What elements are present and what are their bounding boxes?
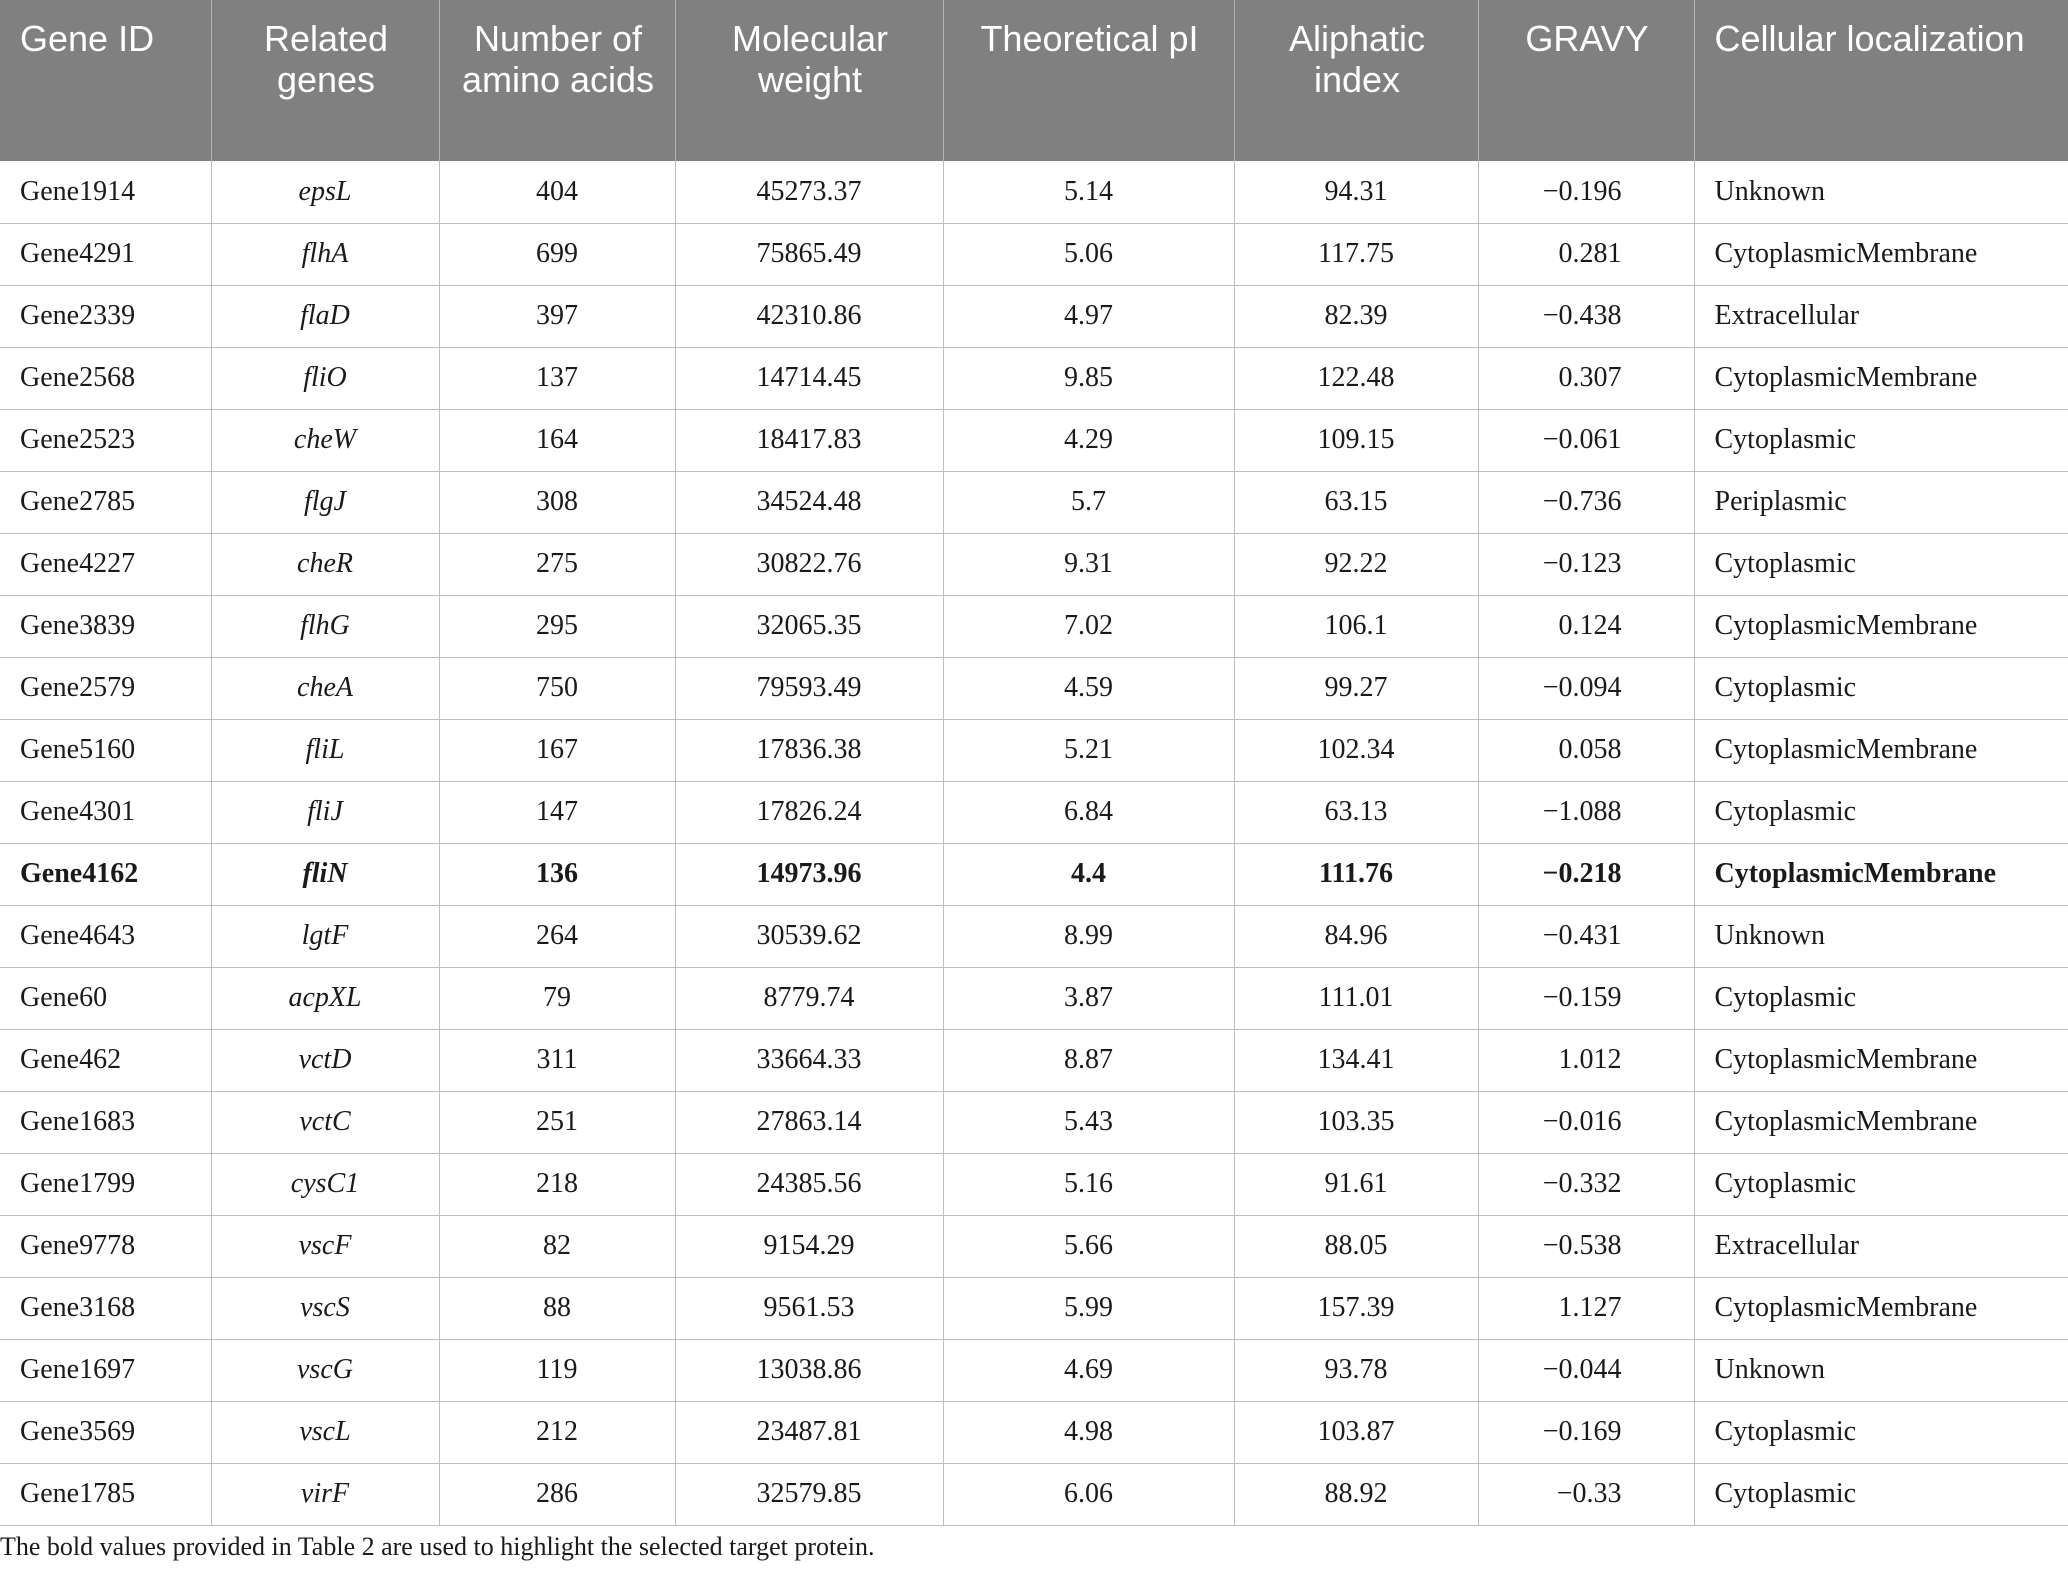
cell-molecular-weight: 30822.76 xyxy=(675,533,943,595)
cell-molecular-weight: 23487.81 xyxy=(675,1401,943,1463)
cell-amino-acids: 88 xyxy=(439,1277,675,1339)
header-gravy: GRAVY xyxy=(1478,0,1694,161)
cell-amino-acids: 119 xyxy=(439,1339,675,1401)
cell-cellular-localization: Periplasmic xyxy=(1694,471,2068,533)
cell-molecular-weight: 30539.62 xyxy=(675,905,943,967)
cell-theoretical-pi: 5.21 xyxy=(943,719,1234,781)
cell-gene-id: Gene5160 xyxy=(0,719,211,781)
cell-amino-acids: 79 xyxy=(439,967,675,1029)
header-cellular-localization: Cellular localization xyxy=(1694,0,2068,161)
cell-gene-id: Gene9778 xyxy=(0,1215,211,1277)
cell-gene-id: Gene4643 xyxy=(0,905,211,967)
cell-gravy: −0.438 xyxy=(1478,285,1694,347)
cell-gravy: −0.196 xyxy=(1478,161,1694,223)
cell-related-gene: fliJ xyxy=(211,781,439,843)
cell-theoretical-pi: 4.4 xyxy=(943,843,1234,905)
table-row xyxy=(0,657,2068,719)
cell-aliphatic-index: 111.01 xyxy=(1234,967,1478,1029)
cell-gravy: −0.016 xyxy=(1478,1091,1694,1153)
cell-gravy: −0.431 xyxy=(1478,905,1694,967)
cell-cellular-localization: Cytoplasmic xyxy=(1694,533,2068,595)
cell-related-gene: vscS xyxy=(211,1277,439,1339)
cell-gravy: −0.218 xyxy=(1478,843,1694,905)
cell-gene-id: Gene2785 xyxy=(0,471,211,533)
table-row xyxy=(0,595,2068,657)
cell-aliphatic-index: 117.75 xyxy=(1234,223,1478,285)
cell-amino-acids: 264 xyxy=(439,905,675,967)
cell-amino-acids: 295 xyxy=(439,595,675,657)
cell-aliphatic-index: 103.87 xyxy=(1234,1401,1478,1463)
cell-amino-acids: 212 xyxy=(439,1401,675,1463)
cell-theoretical-pi: 9.85 xyxy=(943,347,1234,409)
cell-aliphatic-index: 88.05 xyxy=(1234,1215,1478,1277)
cell-related-gene: cheA xyxy=(211,657,439,719)
cell-amino-acids: 137 xyxy=(439,347,675,409)
cell-cellular-localization: CytoplasmicMembrane xyxy=(1694,843,2068,905)
cell-related-gene: cheR xyxy=(211,533,439,595)
header-molecular-weight: Molecular weight xyxy=(675,0,943,161)
cell-molecular-weight: 79593.49 xyxy=(675,657,943,719)
table-row xyxy=(0,781,2068,843)
cell-gene-id: Gene4162 xyxy=(0,843,211,905)
cell-amino-acids: 750 xyxy=(439,657,675,719)
cell-cellular-localization: Cytoplasmic xyxy=(1694,657,2068,719)
cell-related-gene: fliO xyxy=(211,347,439,409)
cell-related-gene: flhG xyxy=(211,595,439,657)
table-row xyxy=(0,1463,2068,1525)
header-theoretical-pi: Theoretical pI xyxy=(943,0,1234,161)
cell-amino-acids: 164 xyxy=(439,409,675,471)
cell-related-gene: cheW xyxy=(211,409,439,471)
cell-cellular-localization: Unknown xyxy=(1694,161,2068,223)
cell-related-gene: vscF xyxy=(211,1215,439,1277)
cell-gravy: −0.33 xyxy=(1478,1463,1694,1525)
cell-aliphatic-index: 111.76 xyxy=(1234,843,1478,905)
cell-amino-acids: 136 xyxy=(439,843,675,905)
cell-amino-acids: 218 xyxy=(439,1153,675,1215)
cell-gene-id: Gene3839 xyxy=(0,595,211,657)
cell-related-gene: flhA xyxy=(211,223,439,285)
cell-gravy: 0.281 xyxy=(1478,223,1694,285)
table-body xyxy=(0,161,2068,1525)
cell-aliphatic-index: 157.39 xyxy=(1234,1277,1478,1339)
cell-amino-acids: 251 xyxy=(439,1091,675,1153)
cell-molecular-weight: 17826.24 xyxy=(675,781,943,843)
cell-aliphatic-index: 82.39 xyxy=(1234,285,1478,347)
table-row xyxy=(0,719,2068,781)
cell-gravy: −0.159 xyxy=(1478,967,1694,1029)
cell-amino-acids: 404 xyxy=(439,161,675,223)
cell-gene-id: Gene1683 xyxy=(0,1091,211,1153)
table-row xyxy=(0,223,2068,285)
cell-gravy: −0.044 xyxy=(1478,1339,1694,1401)
cell-aliphatic-index: 63.15 xyxy=(1234,471,1478,533)
table-row xyxy=(0,471,2068,533)
cell-gene-id: Gene4227 xyxy=(0,533,211,595)
cell-gene-id: Gene1785 xyxy=(0,1463,211,1525)
cell-theoretical-pi: 6.06 xyxy=(943,1463,1234,1525)
cell-cellular-localization: Cytoplasmic xyxy=(1694,1153,2068,1215)
cell-amino-acids: 397 xyxy=(439,285,675,347)
table-row xyxy=(0,161,2068,223)
cell-amino-acids: 147 xyxy=(439,781,675,843)
cell-related-gene: vscL xyxy=(211,1401,439,1463)
cell-theoretical-pi: 7.02 xyxy=(943,595,1234,657)
cell-gene-id: Gene4291 xyxy=(0,223,211,285)
cell-cellular-localization: Cytoplasmic xyxy=(1694,967,2068,1029)
cell-theoretical-pi: 8.87 xyxy=(943,1029,1234,1091)
cell-related-gene: flgJ xyxy=(211,471,439,533)
cell-theoretical-pi: 8.99 xyxy=(943,905,1234,967)
header-related-genes: Related genes xyxy=(211,0,439,161)
cell-cellular-localization: Extracellular xyxy=(1694,1215,2068,1277)
cell-gene-id: Gene1799 xyxy=(0,1153,211,1215)
cell-gene-id: Gene3168 xyxy=(0,1277,211,1339)
cell-theoretical-pi: 5.14 xyxy=(943,161,1234,223)
cell-theoretical-pi: 9.31 xyxy=(943,533,1234,595)
cell-gravy: −0.061 xyxy=(1478,409,1694,471)
cell-gravy: −0.094 xyxy=(1478,657,1694,719)
cell-amino-acids: 275 xyxy=(439,533,675,595)
cell-aliphatic-index: 94.31 xyxy=(1234,161,1478,223)
table-footnote: The bold values provided in Table 2 are used to highlight the selected target protein. xyxy=(0,1532,875,1561)
cell-molecular-weight: 9154.29 xyxy=(675,1215,943,1277)
cell-cellular-localization: Cytoplasmic xyxy=(1694,409,2068,471)
table-row-highlighted xyxy=(0,843,2068,905)
cell-amino-acids: 82 xyxy=(439,1215,675,1277)
cell-gravy: −0.538 xyxy=(1478,1215,1694,1277)
cell-theoretical-pi: 4.59 xyxy=(943,657,1234,719)
cell-molecular-weight: 18417.83 xyxy=(675,409,943,471)
cell-cellular-localization: CytoplasmicMembrane xyxy=(1694,223,2068,285)
cell-theoretical-pi: 4.69 xyxy=(943,1339,1234,1401)
cell-molecular-weight: 14973.96 xyxy=(675,843,943,905)
cell-aliphatic-index: 106.1 xyxy=(1234,595,1478,657)
cell-amino-acids: 311 xyxy=(439,1029,675,1091)
cell-gravy: −0.123 xyxy=(1478,533,1694,595)
cell-gravy: 0.124 xyxy=(1478,595,1694,657)
cell-aliphatic-index: 103.35 xyxy=(1234,1091,1478,1153)
cell-cellular-localization: Unknown xyxy=(1694,905,2068,967)
cell-cellular-localization: CytoplasmicMembrane xyxy=(1694,347,2068,409)
cell-gene-id: Gene4301 xyxy=(0,781,211,843)
cell-molecular-weight: 14714.45 xyxy=(675,347,943,409)
table-row xyxy=(0,1091,2068,1153)
table-row xyxy=(0,967,2068,1029)
cell-theoretical-pi: 5.16 xyxy=(943,1153,1234,1215)
cell-gene-id: Gene2579 xyxy=(0,657,211,719)
cell-gene-id: Gene1914 xyxy=(0,161,211,223)
cell-gene-id: Gene2568 xyxy=(0,347,211,409)
cell-related-gene: fliN xyxy=(211,843,439,905)
cell-molecular-weight: 32065.35 xyxy=(675,595,943,657)
cell-gene-id: Gene60 xyxy=(0,967,211,1029)
cell-gravy: −0.736 xyxy=(1478,471,1694,533)
cell-theoretical-pi: 5.99 xyxy=(943,1277,1234,1339)
cell-cellular-localization: CytoplasmicMembrane xyxy=(1694,1029,2068,1091)
cell-aliphatic-index: 88.92 xyxy=(1234,1463,1478,1525)
cell-gravy: −0.169 xyxy=(1478,1401,1694,1463)
cell-cellular-localization: CytoplasmicMembrane xyxy=(1694,719,2068,781)
cell-related-gene: cysC1 xyxy=(211,1153,439,1215)
cell-molecular-weight: 9561.53 xyxy=(675,1277,943,1339)
cell-aliphatic-index: 92.22 xyxy=(1234,533,1478,595)
table-row xyxy=(0,409,2068,471)
cell-gravy: 0.058 xyxy=(1478,719,1694,781)
table-row xyxy=(0,905,2068,967)
cell-molecular-weight: 32579.85 xyxy=(675,1463,943,1525)
cell-molecular-weight: 8779.74 xyxy=(675,967,943,1029)
cell-related-gene: epsL xyxy=(211,161,439,223)
cell-amino-acids: 286 xyxy=(439,1463,675,1525)
cell-cellular-localization: Cytoplasmic xyxy=(1694,1463,2068,1525)
cell-cellular-localization: Cytoplasmic xyxy=(1694,781,2068,843)
cell-theoretical-pi: 4.98 xyxy=(943,1401,1234,1463)
cell-related-gene: vctD xyxy=(211,1029,439,1091)
table-header xyxy=(0,0,2068,161)
cell-aliphatic-index: 84.96 xyxy=(1234,905,1478,967)
cell-aliphatic-index: 99.27 xyxy=(1234,657,1478,719)
cell-cellular-localization: Unknown xyxy=(1694,1339,2068,1401)
cell-cellular-localization: CytoplasmicMembrane xyxy=(1694,1091,2068,1153)
cell-molecular-weight: 75865.49 xyxy=(675,223,943,285)
cell-aliphatic-index: 93.78 xyxy=(1234,1339,1478,1401)
cell-aliphatic-index: 91.61 xyxy=(1234,1153,1478,1215)
cell-molecular-weight: 42310.86 xyxy=(675,285,943,347)
table-row xyxy=(0,533,2068,595)
header-row xyxy=(0,0,2068,161)
cell-gene-id: Gene3569 xyxy=(0,1401,211,1463)
cell-theoretical-pi: 5.43 xyxy=(943,1091,1234,1153)
cell-related-gene: fliL xyxy=(211,719,439,781)
cell-related-gene: lgtF xyxy=(211,905,439,967)
cell-cellular-localization: Cytoplasmic xyxy=(1694,1401,2068,1463)
cell-gene-id: Gene1697 xyxy=(0,1339,211,1401)
cell-theoretical-pi: 6.84 xyxy=(943,781,1234,843)
cell-gene-id: Gene2339 xyxy=(0,285,211,347)
table-row xyxy=(0,347,2068,409)
table-row xyxy=(0,1153,2068,1215)
cell-molecular-weight: 27863.14 xyxy=(675,1091,943,1153)
cell-molecular-weight: 34524.48 xyxy=(675,471,943,533)
cell-amino-acids: 699 xyxy=(439,223,675,285)
cell-related-gene: flaD xyxy=(211,285,439,347)
cell-theoretical-pi: 5.7 xyxy=(943,471,1234,533)
cell-theoretical-pi: 3.87 xyxy=(943,967,1234,1029)
cell-aliphatic-index: 122.48 xyxy=(1234,347,1478,409)
table-row xyxy=(0,1215,2068,1277)
header-aliphatic-index: Aliphatic index xyxy=(1234,0,1478,161)
table-row xyxy=(0,1339,2068,1401)
cell-aliphatic-index: 134.41 xyxy=(1234,1029,1478,1091)
cell-gravy: −0.332 xyxy=(1478,1153,1694,1215)
cell-molecular-weight: 33664.33 xyxy=(675,1029,943,1091)
cell-related-gene: virF xyxy=(211,1463,439,1525)
cell-theoretical-pi: 4.29 xyxy=(943,409,1234,471)
cell-aliphatic-index: 102.34 xyxy=(1234,719,1478,781)
cell-gene-id: Gene462 xyxy=(0,1029,211,1091)
cell-theoretical-pi: 4.97 xyxy=(943,285,1234,347)
cell-gene-id: Gene2523 xyxy=(0,409,211,471)
cell-aliphatic-index: 109.15 xyxy=(1234,409,1478,471)
cell-cellular-localization: CytoplasmicMembrane xyxy=(1694,595,2068,657)
cell-gravy: 1.127 xyxy=(1478,1277,1694,1339)
cell-gravy: 1.012 xyxy=(1478,1029,1694,1091)
cell-gravy: −1.088 xyxy=(1478,781,1694,843)
header-amino-acids: Number of amino acids xyxy=(439,0,675,161)
cell-molecular-weight: 24385.56 xyxy=(675,1153,943,1215)
table-row xyxy=(0,1401,2068,1463)
cell-molecular-weight: 17836.38 xyxy=(675,719,943,781)
cell-related-gene: vctC xyxy=(211,1091,439,1153)
header-gene-id: Gene ID xyxy=(0,0,211,161)
cell-amino-acids: 167 xyxy=(439,719,675,781)
cell-aliphatic-index: 63.13 xyxy=(1234,781,1478,843)
cell-theoretical-pi: 5.06 xyxy=(943,223,1234,285)
table-row xyxy=(0,285,2068,347)
cell-gravy: 0.307 xyxy=(1478,347,1694,409)
table-row xyxy=(0,1029,2068,1091)
cell-cellular-localization: CytoplasmicMembrane xyxy=(1694,1277,2068,1339)
cell-cellular-localization: Extracellular xyxy=(1694,285,2068,347)
table-row xyxy=(0,1277,2068,1339)
cell-theoretical-pi: 5.66 xyxy=(943,1215,1234,1277)
cell-molecular-weight: 45273.37 xyxy=(675,161,943,223)
cell-amino-acids: 308 xyxy=(439,471,675,533)
cell-related-gene: acpXL xyxy=(211,967,439,1029)
cell-molecular-weight: 13038.86 xyxy=(675,1339,943,1401)
cell-related-gene: vscG xyxy=(211,1339,439,1401)
